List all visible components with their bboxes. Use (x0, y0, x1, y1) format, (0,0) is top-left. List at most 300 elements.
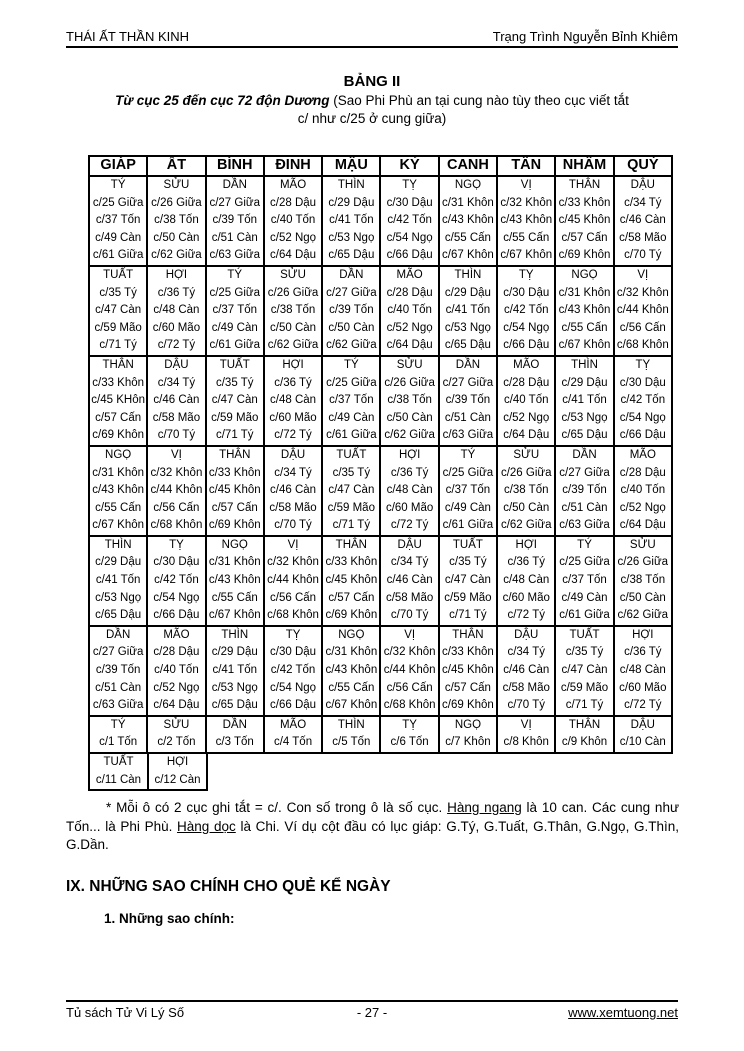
cuc-cell: c/45 Khôn (440, 662, 498, 680)
cuc-cell: c/57 Cấn (440, 680, 498, 698)
cuc-cell: c/65 Dậu (323, 247, 381, 265)
branch-header-cell: TỴ (148, 537, 206, 555)
cuc-cell: c/57 Cấn (90, 410, 148, 428)
footnote-underlined-1: Hàng ngang (447, 800, 522, 815)
cuc-cell: c/69 Khôn (556, 247, 614, 265)
branch-header-cell: THÌN (207, 627, 265, 645)
bang-ii-table (88, 155, 673, 754)
cuc-cell: c/28 Dậu (265, 195, 323, 213)
cuc-cell: c/40 Tốn (498, 392, 556, 410)
cuc-cell: c/55 Cấn (556, 320, 614, 338)
cuc-cell: c/45 Khôn (323, 572, 381, 590)
cuc-cell: c/40 Tốn (148, 662, 206, 680)
cuc-cell: c/7 Khôn (440, 734, 498, 752)
cuc-cell: c/37 Tốn (90, 212, 148, 230)
branch-header-row (90, 627, 671, 645)
cuc-cell: c/43 Khôn (323, 662, 381, 680)
cuc-cell: c/62 Giữa (617, 609, 669, 622)
cuc-cell: c/32 Khôn (148, 465, 206, 483)
branch-header-row (90, 754, 206, 772)
cuc-cell: c/69 Khôn (440, 697, 498, 715)
branch-header-cell: TÝ (323, 357, 381, 375)
cuc-cell: c/31 Khôn (207, 554, 265, 572)
cuc-cell: c/42 Tốn (148, 572, 206, 590)
branch-header-cell: TỴ (381, 717, 439, 735)
can-header-cell: CANH (440, 157, 498, 175)
cuc-cell: c/72 Tý (498, 607, 556, 625)
branch-header-cell: MÃO (265, 177, 323, 195)
cuc-cell: c/58 Mão (498, 680, 556, 698)
branch-header-cell: THÂN (556, 717, 614, 735)
cuc-cell: c/5 Tốn (323, 734, 381, 752)
can-header-cell: TÂN (498, 157, 556, 175)
cuc-cell: c/58 Mão (148, 410, 206, 428)
cuc-cell: c/38 Tốn (498, 482, 556, 500)
branch-header-row (90, 447, 671, 465)
can-header-cell: NHÂM (556, 157, 614, 175)
cuc-cell: c/32 Khôn (265, 554, 323, 572)
cuc-cell: c/25 Giữa (90, 195, 148, 213)
sub-heading: 1. Những sao chính: (104, 911, 235, 926)
cuc-cell: c/62 Giữa (323, 337, 381, 355)
cuc-cell: c/4 Tốn (265, 734, 323, 752)
cuc-cell: c/68 Khôn (381, 697, 439, 715)
cuc-cell: c/41 Tốn (207, 662, 265, 680)
cuc-cell: c/55 Cấn (440, 230, 498, 248)
branch-header-cell: VỊ (148, 447, 206, 465)
cuc-cell: c/72 Tý (265, 427, 323, 445)
cuc-cell: c/27 Giữa (556, 465, 614, 483)
cuc-cell: c/42 Tốn (381, 212, 439, 230)
branch-header-cell: MÃO (629, 448, 656, 461)
branch-header-cell: DẦN (207, 177, 265, 195)
cuc-cell: c/72 Tý (148, 337, 206, 355)
cuc-cell: c/34 Tý (265, 465, 323, 483)
cuc-cell: c/25 Giữa (207, 285, 265, 303)
cuc-cell: c/41 Tốn (556, 392, 614, 410)
can-header-cell: ĐINH (265, 157, 323, 175)
branch-header-cell: HỢI (498, 537, 556, 555)
cuc-cell: c/39 Tốn (90, 662, 148, 680)
cuc-cell: c/55 Cấn (498, 230, 556, 248)
cuc-cell: c/48 Càn (619, 664, 666, 677)
cuc-cell: c/63 Giữa (90, 697, 148, 715)
cuc-cell: c/63 Giữa (207, 247, 265, 265)
cuc-cell: c/41 Tốn (90, 572, 148, 590)
table-row (90, 554, 671, 572)
branch-header-row (90, 717, 671, 735)
cuc-cell: c/48 Càn (148, 302, 206, 320)
cuc-cell: c/65 Dậu (556, 427, 614, 445)
cuc-cell: c/59 Mão (207, 410, 265, 428)
cuc-cell: c/29 Dậu (323, 195, 381, 213)
cuc-cell: c/56 Cấn (148, 500, 206, 518)
cuc-cell: c/33 Khôn (207, 465, 265, 483)
cuc-cell: c/69 Khôn (90, 427, 148, 445)
cuc-cell: c/52 Ngọ (498, 410, 556, 428)
cuc-cell: c/37 Tốn (440, 482, 498, 500)
cuc-cell: c/70 Tý (498, 697, 556, 715)
cuc-cell: c/29 Dậu (90, 554, 148, 572)
table-row (90, 212, 671, 230)
cuc-cell: c/62 Giữa (148, 247, 206, 265)
branch-header-cell: NGỌ (207, 537, 265, 555)
cuc-cell: c/71 Tý (323, 517, 381, 535)
cuc-cell: c/41 Tốn (323, 212, 381, 230)
branch-header-cell: SỬU (498, 447, 556, 465)
cuc-cell: c/67 Khôn (207, 607, 265, 625)
branch-header-cell: TỴ (498, 267, 556, 285)
branch-header-cell: VỊ (637, 268, 649, 281)
cuc-cell: c/56 Cấn (619, 321, 666, 334)
branch-header-cell: SỬU (148, 717, 206, 735)
cuc-cell: c/53 Ngọ (323, 230, 381, 248)
cuc-cell: c/46 Càn (498, 662, 556, 680)
cuc-cell: c/61 Giữa (207, 337, 265, 355)
cuc-cell: c/52 Ngọ (265, 230, 323, 248)
cuc-cell: c/64 Dậu (619, 519, 666, 532)
cuc-cell: c/71 Tý (556, 697, 614, 715)
cuc-cell: c/29 Dậu (207, 644, 265, 662)
cuc-cell: c/30 Dậu (498, 285, 556, 303)
cuc-cell: c/51 Càn (440, 410, 498, 428)
table-row (90, 482, 671, 500)
cuc-cell: c/33 Khôn (90, 375, 148, 393)
cuc-cell: c/34 Tý (148, 375, 206, 393)
branch-header-cell: HỢI (148, 267, 206, 285)
cuc-cell: c/44 Khôn (381, 662, 439, 680)
table-row (90, 195, 671, 213)
cuc-cell: c/64 Dậu (381, 337, 439, 355)
table-group (90, 715, 671, 752)
cuc-cell: c/59 Mão (440, 590, 498, 608)
cuc-cell: c/37 Tốn (556, 572, 614, 590)
footnote-text-1: * Mỗi ô có 2 cục ghi tắt = c/. Con số trong ô là số cục. (106, 800, 448, 815)
cuc-cell: c/43 Khôn (440, 212, 498, 230)
branch-header-cell: NGỌ (440, 177, 498, 195)
branch-header-cell: TÝ (556, 537, 614, 555)
branch-header-cell: DẬU (265, 447, 323, 465)
cuc-cell: c/54 Ngọ (148, 590, 206, 608)
branch-header-cell: TÝ (207, 267, 265, 285)
branch-header-cell: SỬU (265, 267, 323, 285)
table-footnote (66, 799, 679, 855)
cuc-cell: c/8 Khôn (498, 734, 556, 752)
cuc-cell: c/28 Dậu (148, 644, 206, 662)
table-row (90, 680, 671, 698)
cuc-cell: c/39 Tốn (440, 392, 498, 410)
cuc-cell: c/58 Mão (265, 500, 323, 518)
cuc-cell: c/52 Ngọ (148, 680, 206, 698)
branch-header-row (90, 267, 671, 285)
cuc-cell: c/35 Tý (90, 285, 148, 303)
cuc-cell: c/27 Giữa (440, 375, 498, 393)
table-row (90, 230, 671, 248)
cuc-cell: c/26 Giữa (148, 195, 206, 213)
table-subtitle (40, 92, 704, 127)
table-row (90, 320, 671, 338)
cuc-cell: c/28 Dậu (619, 466, 666, 479)
branch-header-cell: THÌN (556, 357, 614, 375)
can-header-cell: KỶ (381, 157, 439, 175)
cuc-cell: c/36 Tý (265, 375, 323, 393)
cuc-cell: c/46 Càn (265, 482, 323, 500)
cuc-cell: c/61 Giữa (90, 247, 148, 265)
cuc-cell: c/37 Tốn (323, 392, 381, 410)
branch-header-cell: VỊ (265, 537, 323, 555)
branch-header-cell: DẬU (630, 718, 655, 731)
branch-header-cell: TỴ (381, 177, 439, 195)
cuc-cell: c/58 Mão (381, 590, 439, 608)
branch-header-cell: DẦN (556, 447, 614, 465)
cuc-cell: c/28 Dậu (381, 285, 439, 303)
branch-header-cell: HỢI (381, 447, 439, 465)
cuc-cell: c/27 Giữa (323, 285, 381, 303)
cuc-cell: c/59 Mão (556, 680, 614, 698)
cuc-cell: c/30 Dậu (265, 644, 323, 662)
cuc-cell: c/54 Ngọ (381, 230, 439, 248)
running-header-left: THÁI ẤT THẦN KINH (66, 29, 190, 44)
bang-ii-table-wrap (88, 155, 673, 791)
cuc-cell: c/64 Dậu (148, 697, 206, 715)
branch-header-cell: DẬU (381, 537, 439, 555)
cuc-cell: c/68 Khôn (148, 517, 206, 535)
cuc-cell: c/63 Giữa (556, 517, 614, 535)
cuc-cell: c/64 Dậu (265, 247, 323, 265)
table-group (90, 445, 671, 535)
cuc-cell: c/46 Càn (381, 572, 439, 590)
cuc-cell: c/70 Tý (624, 249, 662, 262)
table-row (90, 465, 671, 483)
cuc-cell: c/43 Khôn (498, 212, 556, 230)
cuc-cell: c/43 Khôn (556, 302, 614, 320)
branch-header-cell: HỢI (632, 628, 654, 641)
cuc-cell: c/49 Càn (207, 320, 265, 338)
cuc-cell: c/67 Khôn (90, 517, 148, 535)
cuc-cell: c/28 Dậu (498, 375, 556, 393)
cuc-cell: c/32 Khôn (381, 644, 439, 662)
branch-header-cell: MÃO (381, 267, 439, 285)
cuc-cell: c/45 Khôn (556, 212, 614, 230)
cuc-cell: c/70 Tý (148, 427, 206, 445)
table-group (90, 265, 671, 355)
cuc-cell: c/46 Càn (619, 214, 666, 227)
cuc-cell: c/53 Ngọ (207, 680, 265, 698)
cuc-cell: c/57 Cấn (207, 500, 265, 518)
running-header-right: Trạng Trình Nguyễn Bỉnh Khiêm (492, 29, 678, 44)
branch-header-cell: SỬU (381, 357, 439, 375)
cuc-cell: c/56 Cấn (381, 680, 439, 698)
cuc-cell: c/1 Tốn (90, 734, 148, 752)
cuc-cell: c/29 Dậu (556, 375, 614, 393)
cuc-cell: c/38 Tốn (381, 392, 439, 410)
branch-header-cell: TÝ (440, 447, 498, 465)
branch-header-cell: MÃO (148, 627, 206, 645)
cuc-cell: c/66 Dậu (381, 247, 439, 265)
branch-header-cell: MÃO (498, 357, 556, 375)
cuc-cell: c/31 Khôn (90, 465, 148, 483)
cuc-cell: c/42 Tốn (498, 302, 556, 320)
cuc-cell: c/70 Tý (265, 517, 323, 535)
cuc-cell: c/62 Giữa (498, 517, 556, 535)
branch-header-cell: DẬU (148, 357, 206, 375)
branch-header-cell: THÌN (440, 267, 498, 285)
table-row (90, 500, 671, 518)
cuc-cell: c/50 Càn (498, 500, 556, 518)
cuc-cell: c/42 Tốn (620, 394, 666, 407)
branch-header-cell: DẦN (207, 717, 265, 735)
cuc-cell: c/49 Càn (323, 410, 381, 428)
cuc-cell: c/36 Tý (148, 285, 206, 303)
can-header-cell: GIÁP (90, 157, 148, 175)
branch-header-cell: DẦN (90, 627, 148, 645)
footnote-text-3: là Chi. Ví dụ cột đầu có lục giáp: G.Tý, G.Tuất, G.Thân, G.Ngọ, G.Thìn, G.Dần. (66, 818, 680, 852)
cuc-cell: c/38 Tốn (620, 574, 666, 587)
cuc-cell: c/33 Khôn (556, 195, 614, 213)
cuc-cell: c/47 Càn (323, 482, 381, 500)
cuc-cell: c/40 Tốn (265, 212, 323, 230)
cuc-cell: c/44 Khôn (265, 572, 323, 590)
cuc-cell: c/66 Dậu (265, 697, 323, 715)
cuc-cell: c/48 Càn (381, 482, 439, 500)
cuc-cell: c/38 Tốn (148, 212, 206, 230)
branch-header-row (90, 357, 671, 375)
branch-header-cell: DẦN (440, 357, 498, 375)
cuc-cell: c/61 Giữa (556, 607, 614, 625)
cuc-cell: c/27 Giữa (90, 644, 148, 662)
branch-header-cell: TÝ (90, 717, 148, 735)
cuc-cell: c/62 Giữa (265, 337, 323, 355)
cuc-cell: c/36 Tý (498, 554, 556, 572)
cuc-cell: c/57 Cấn (556, 230, 614, 248)
branch-header-cell: THÂN (207, 447, 265, 465)
cuc-cell: c/52 Ngọ (381, 320, 439, 338)
cuc-cell: c/29 Dậu (440, 285, 498, 303)
table-row (90, 375, 671, 393)
cuc-cell: c/9 Khôn (556, 734, 614, 752)
branch-header-cell: TUẤT (323, 447, 381, 465)
cuc-cell: c/53 Ngọ (90, 590, 148, 608)
table-row (90, 392, 671, 410)
cuc-cell: c/26 Giữa (381, 375, 439, 393)
branch-header-cell: VỊ (498, 717, 556, 735)
cuc-cell: c/12 Càn (154, 773, 201, 786)
cuc-cell: c/61 Giữa (440, 517, 498, 535)
cuc-cell: c/55 Cấn (207, 590, 265, 608)
cuc-cell: c/68 Khôn (265, 607, 323, 625)
cuc-cell: c/44 Khôn (148, 482, 206, 500)
header-rule (66, 46, 678, 48)
cuc-cell: c/11 Càn (90, 772, 149, 790)
cuc-cell: c/41 Tốn (440, 302, 498, 320)
cuc-cell: c/45 Khôn (207, 482, 265, 500)
cuc-cell: c/66 Dậu (148, 607, 206, 625)
branch-header-cell: THÂN (440, 627, 498, 645)
cuc-cell: c/60 Mão (148, 320, 206, 338)
table-row (90, 247, 671, 265)
table-row (90, 427, 671, 445)
cuc-cell: c/65 Dậu (90, 607, 148, 625)
table-row (90, 572, 671, 590)
cuc-cell: c/51 Càn (556, 500, 614, 518)
cuc-cell: c/49 Càn (556, 590, 614, 608)
branch-header-cell: NGỌ (556, 267, 614, 285)
cuc-cell: c/50 Càn (381, 410, 439, 428)
branch-header-cell: DẦN (323, 267, 381, 285)
table-row (90, 590, 671, 608)
cuc-cell: c/56 Cấn (265, 590, 323, 608)
cuc-cell: c/45 KHôn (90, 392, 148, 410)
cuc-cell: c/47 Càn (440, 572, 498, 590)
cuc-cell: c/40 Tốn (381, 302, 439, 320)
cuc-cell: c/69 Khôn (207, 517, 265, 535)
branch-header-cell: TUẤT (90, 267, 148, 285)
branch-header-cell: THÌN (323, 177, 381, 195)
table-row (90, 285, 671, 303)
table-row (90, 662, 671, 680)
cuc-cell: c/33 Khôn (323, 554, 381, 572)
cuc-cell: c/26 Giữa (617, 556, 669, 569)
branch-header-cell: VỊ (381, 627, 439, 645)
table-row (90, 644, 671, 662)
cuc-cell: c/39 Tốn (556, 482, 614, 500)
section-heading: IX. NHỮNG SAO CHÍNH CHO QUẺ KỂ NGÀY (66, 878, 391, 895)
cuc-cell: c/49 Càn (440, 500, 498, 518)
table-row (90, 697, 671, 715)
cuc-cell: c/69 Khôn (323, 607, 381, 625)
table-row (90, 410, 671, 428)
cuc-cell: c/60 Mão (498, 590, 556, 608)
cuc-cell: c/70 Tý (381, 607, 439, 625)
table-row (90, 607, 671, 625)
cuc-cell: c/32 Khôn (498, 195, 556, 213)
cuc-cell: c/48 Càn (265, 392, 323, 410)
branch-header-cell: DẬU (630, 179, 655, 191)
cuc-cell: c/54 Ngọ (498, 320, 556, 338)
cuc-cell: c/47 Càn (207, 392, 265, 410)
cuc-cell: c/10 Càn (619, 736, 666, 749)
cuc-cell: c/51 Càn (207, 230, 265, 248)
cuc-cell: c/67 Khôn (323, 697, 381, 715)
branch-header-row (90, 177, 671, 195)
can-header-cell: ẤT (148, 157, 206, 175)
cuc-cell: c/52 Ngọ (619, 501, 666, 514)
cuc-cell: c/39 Tốn (323, 302, 381, 320)
footer-website-link[interactable]: www.xemtuong.net (568, 1005, 678, 1020)
cuc-cell: c/58 Mão (619, 231, 667, 244)
branch-header-cell: TÝ (90, 177, 148, 195)
branch-header-cell: NGỌ (440, 717, 498, 735)
cuc-cell: c/36 Tý (624, 646, 662, 659)
cuc-cell: c/71 Tý (90, 337, 148, 355)
cuc-cell: c/49 Càn (90, 230, 148, 248)
footnote-underlined-2: Hàng dọc (177, 818, 236, 834)
cuc-cell: c/26 Giữa (265, 285, 323, 303)
cuc-cell: c/30 Dậu (619, 376, 666, 389)
cuc-cell: c/25 Giữa (556, 554, 614, 572)
branch-header-cell: NGỌ (90, 447, 148, 465)
cuc-cell: c/68 Khôn (616, 339, 669, 352)
cuc-cell: c/43 Khôn (207, 572, 265, 590)
cuc-cell: c/71 Tý (440, 607, 498, 625)
table-title: BẢNG II (343, 73, 401, 90)
cuc-cell: c/50 Càn (619, 591, 666, 604)
cuc-cell: c/54 Ngọ (619, 411, 666, 424)
branch-header-cell: TỴ (265, 627, 323, 645)
cuc-cell: c/71 Tý (207, 427, 265, 445)
branch-header-cell: HỢI (166, 756, 189, 768)
cuc-cell: c/44 Khôn (616, 304, 669, 317)
